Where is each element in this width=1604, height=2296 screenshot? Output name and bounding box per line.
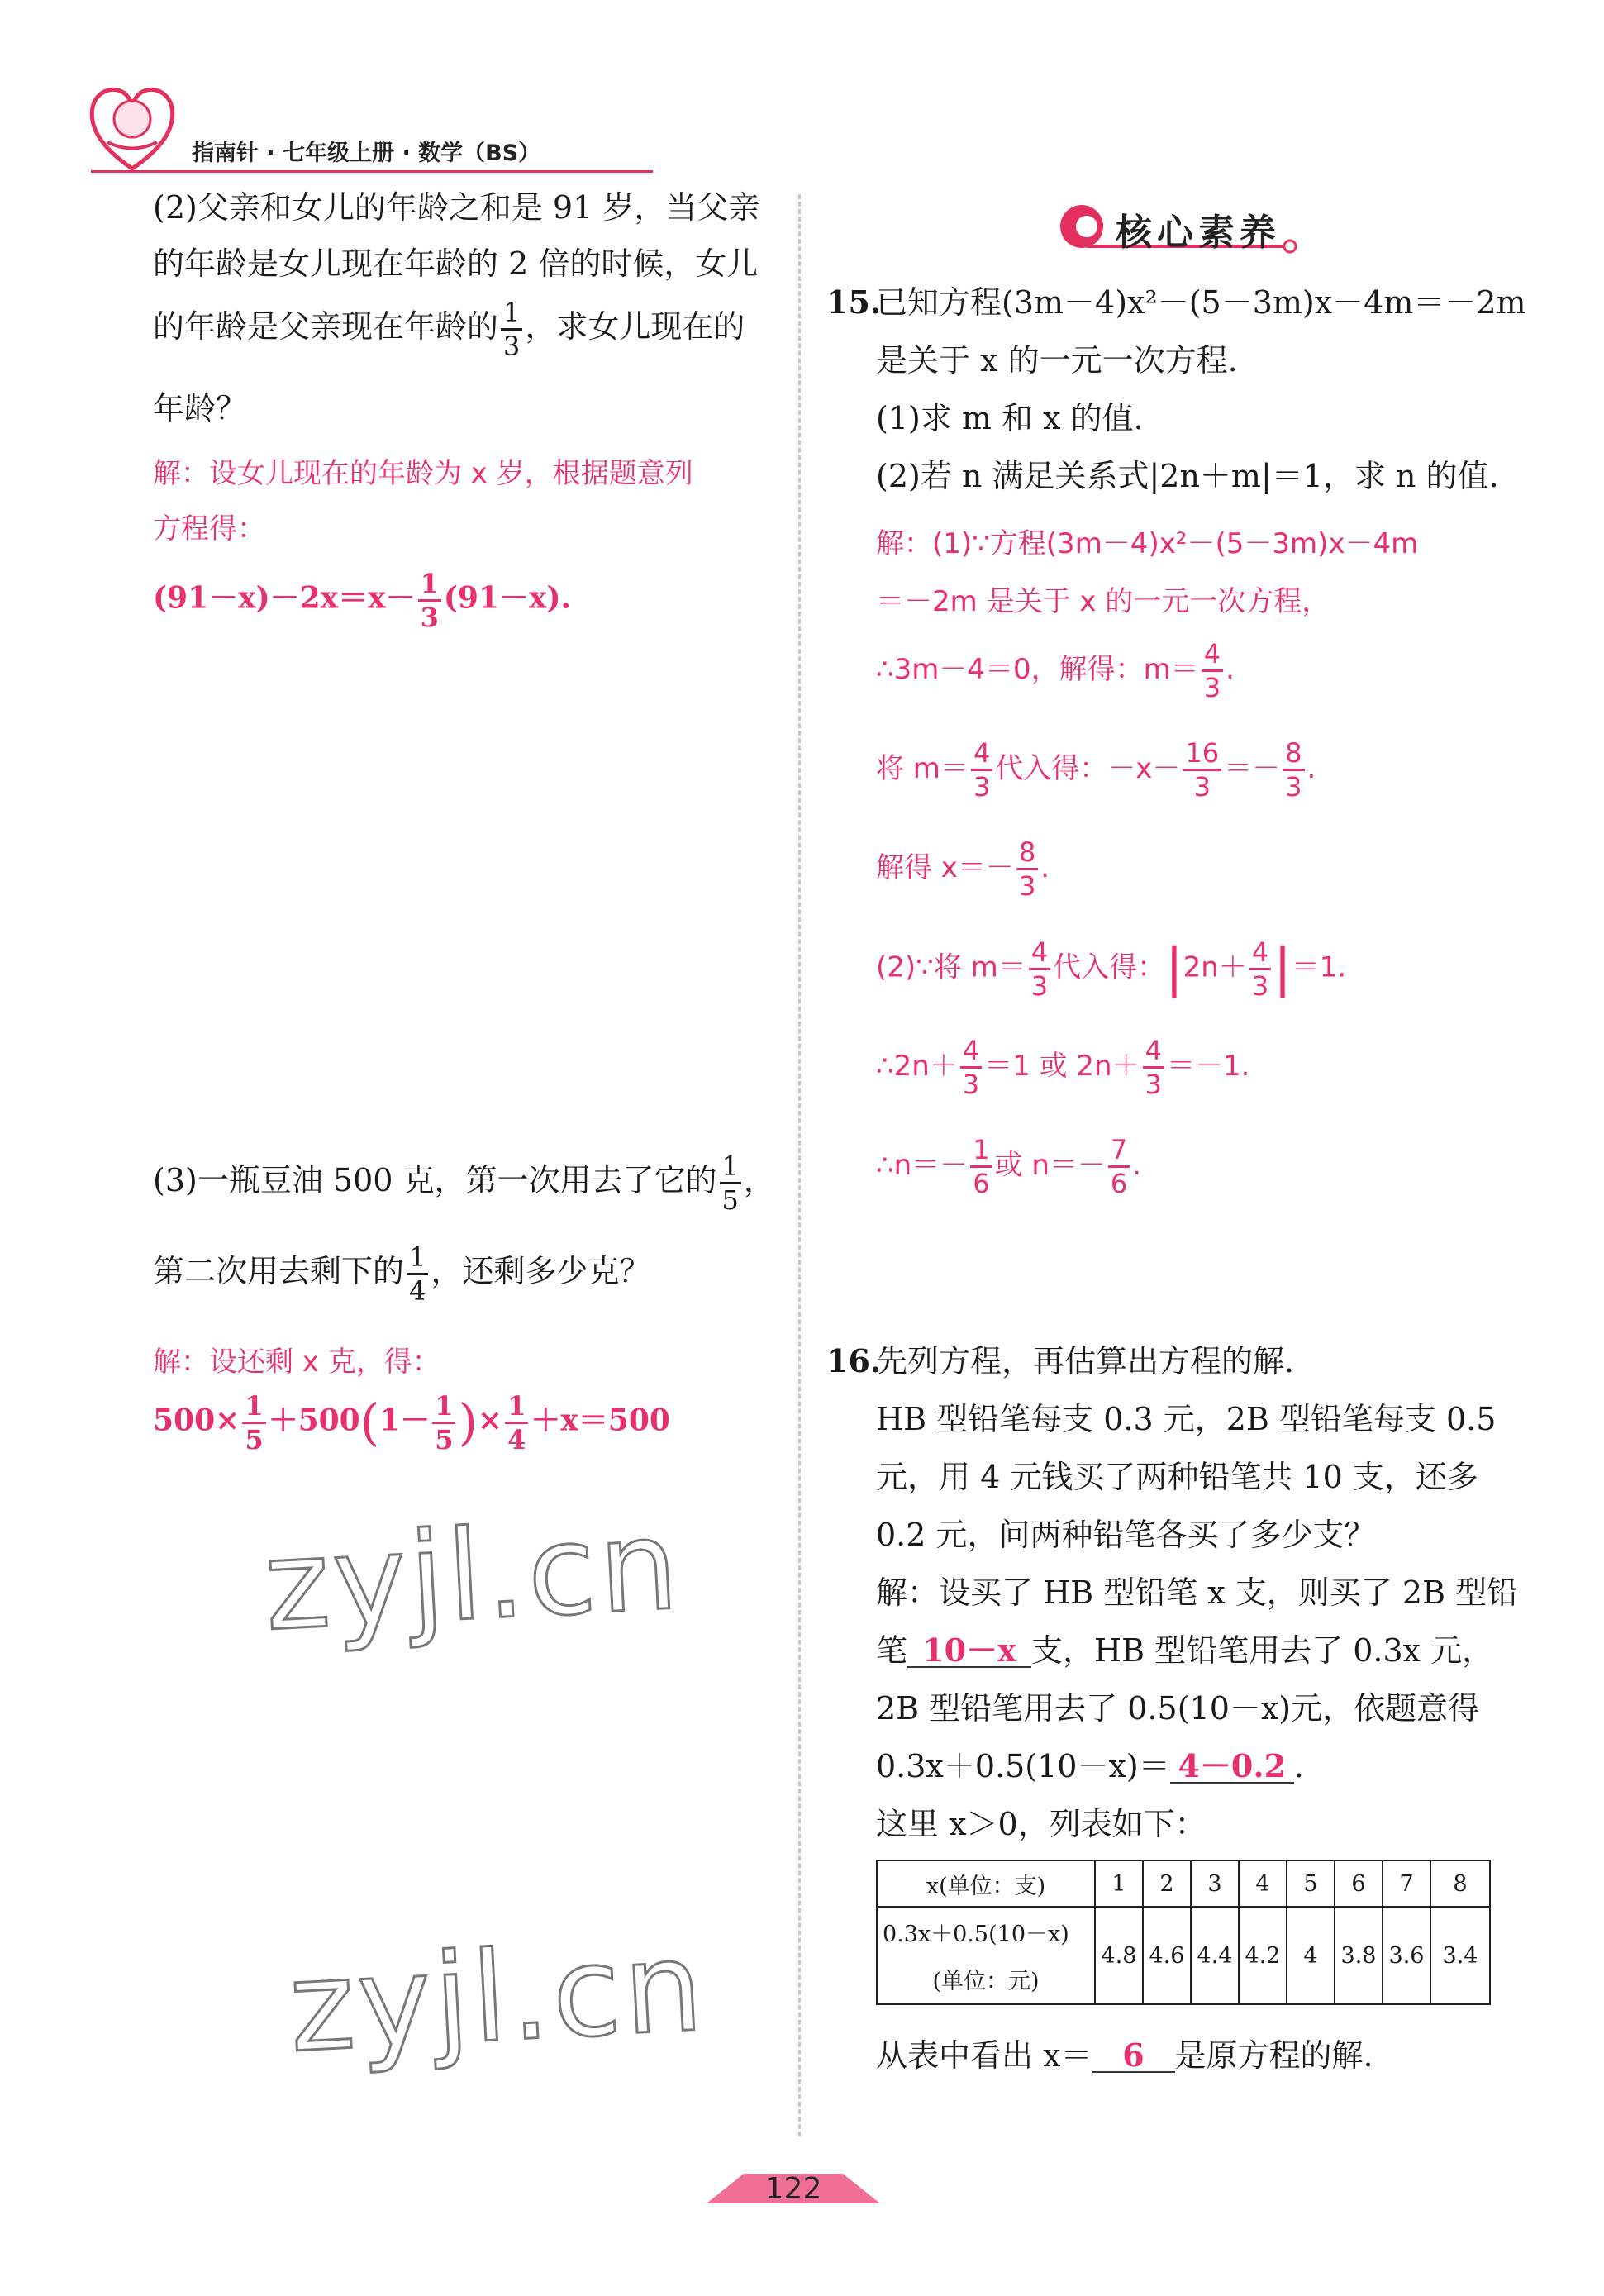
fraction xyxy=(407,1241,428,1307)
q16-line4: 0.2 元，问两种铅笔各买了多少支？ xyxy=(876,1517,1376,1553)
q16-line8-pre: 0.3x＋0.5(10－x)＝ xyxy=(876,1748,1170,1784)
q3-line2-post: ，还剩多少克？ xyxy=(431,1253,651,1289)
q2-line3-pre: 的年龄是父亲现在年龄的 xyxy=(153,308,499,345)
section-title: 核心素养 xyxy=(1116,212,1281,254)
frac-num: 1 xyxy=(407,1244,428,1275)
q3-line1-pre: (3)一瓶豆油 500 克，第一次用去了它的 xyxy=(153,1162,717,1198)
table-row xyxy=(877,1860,1490,1907)
q3-line1-post: ， xyxy=(743,1162,775,1198)
q3-line2 xyxy=(153,1241,651,1307)
sol-part: ＝1. xyxy=(1291,950,1347,984)
answer-blank: 6 xyxy=(1092,2040,1175,2073)
q16-line9: 这里 x＞0，列表如下： xyxy=(876,1806,1207,1842)
frac-den: 6 xyxy=(1110,1168,1128,1199)
frac-den: 3 xyxy=(503,331,521,362)
fraction xyxy=(242,1390,265,1455)
q16-line5: 解：设买了 HB 型铅笔 x 支，则买了 2B 型铅 xyxy=(876,1574,1519,1611)
q15-solution-line5 xyxy=(876,836,1050,902)
q2-equation xyxy=(153,570,571,631)
logo xyxy=(83,76,182,175)
q15-part2: (2)若 n 满足关系式|2n＋m|＝1，求 n 的值. xyxy=(876,458,1499,494)
sol-part: 将 m＝ xyxy=(876,752,969,785)
row-header-line: (单位：元) xyxy=(932,1969,1040,1994)
page-number: 122 xyxy=(764,2172,822,2206)
frac-num: 1 xyxy=(970,1136,992,1168)
column-divider xyxy=(798,194,801,2136)
eq-part: 500× xyxy=(153,1403,240,1438)
q16-line6 xyxy=(876,1631,1494,1669)
q2-solution-line2: 方程得： xyxy=(153,512,265,545)
fraction xyxy=(418,570,441,631)
q15-solution-line6 xyxy=(876,936,1347,1002)
table-row-header xyxy=(877,1907,1095,2004)
fraction xyxy=(505,1390,528,1455)
sol-part: 代入得：－x－ xyxy=(995,752,1181,785)
q15-line1: 已知方程(3m－4)x²－(5－3m)x－4m＝－2m xyxy=(876,284,1526,321)
sol-part: 或 n＝－ xyxy=(994,1149,1106,1182)
frac-num: 4 xyxy=(960,1037,982,1069)
table-cell: 4.8 xyxy=(1095,1907,1143,2004)
frac-den: 3 xyxy=(1285,771,1302,803)
table-cell: 1 xyxy=(1095,1860,1143,1907)
q2-line4: 年龄？ xyxy=(153,390,248,426)
frac-num: 4 xyxy=(1202,641,1223,672)
frac-num: 16 xyxy=(1183,740,1221,771)
frac-den: 5 xyxy=(245,1424,264,1455)
frac-num: 1 xyxy=(505,1393,528,1424)
eq-part: 1－ xyxy=(379,1403,431,1438)
q2-line1: (2)父亲和女儿的年龄之和是 91 岁，当父亲 xyxy=(153,189,760,226)
period: . xyxy=(1040,851,1050,884)
q15-solution-line1: 解：(1)∵方程(3m－4)x²－(5－3m)x－4m xyxy=(876,527,1419,560)
table-cell: 4 xyxy=(1239,1860,1287,1907)
eq-part: × xyxy=(477,1403,503,1438)
frac-num: 8 xyxy=(1016,839,1038,870)
fraction xyxy=(1016,836,1038,902)
table-cell: 3.6 xyxy=(1383,1907,1430,2004)
fraction xyxy=(1202,638,1223,703)
q15-solution-line8 xyxy=(876,1136,1141,1197)
eq-part: (91－x). xyxy=(443,580,572,616)
table-cell: 4.2 xyxy=(1239,1907,1287,2004)
period: . xyxy=(1226,653,1235,686)
frac-den: 3 xyxy=(973,771,991,803)
fraction xyxy=(1183,737,1221,803)
eq-part: ＋500 xyxy=(268,1403,360,1438)
paren-open: ( xyxy=(359,1393,380,1452)
q16-conclusion xyxy=(876,2036,1373,2074)
eq-part: ＋x＝500 xyxy=(531,1403,670,1438)
frac-num: 4 xyxy=(1249,939,1271,970)
frac-den: 5 xyxy=(435,1424,454,1455)
table-cell: 3.8 xyxy=(1335,1907,1383,2004)
q16-line8-post: . xyxy=(1293,1748,1304,1784)
frac-den: 3 xyxy=(1018,870,1036,902)
fraction xyxy=(970,1136,992,1197)
abs-bar: | xyxy=(1165,938,1183,999)
eq-part: (91－x)－2x＝x－ xyxy=(153,580,416,616)
fraction xyxy=(1143,1037,1164,1098)
table-row-header: x(单位：支) xyxy=(877,1860,1095,1907)
header-rule xyxy=(91,170,653,173)
table-cell: 4.4 xyxy=(1191,1907,1239,2004)
fraction xyxy=(1249,936,1271,1002)
sol-part: ∴2n＋ xyxy=(876,1050,958,1083)
frac-den: 3 xyxy=(1203,672,1221,703)
sol-part: ＝－1. xyxy=(1166,1050,1250,1083)
q16-conclusion-post: 是原方程的解. xyxy=(1174,2037,1373,2074)
table-cell: 4 xyxy=(1287,1907,1335,2004)
sol-part: ∴n＝－ xyxy=(876,1149,969,1182)
q3-line2-pre: 第二次用去剩下的 xyxy=(153,1253,405,1289)
sol-part: 代入得： xyxy=(1053,950,1166,984)
sol-part: ∴3m－4＝0，解得：m＝ xyxy=(876,653,1199,686)
frac-num: 7 xyxy=(1108,1136,1130,1168)
q16-conclusion-pre: 从表中看出 x＝ xyxy=(876,2037,1092,2074)
paren-close: ) xyxy=(458,1393,478,1452)
q16-line6-pre: 笔 xyxy=(876,1632,908,1669)
header-breadcrumb: 指南针 · 七年级上册 · 数学（BS） xyxy=(192,141,541,166)
q3-solution-line1: 解：设还剩 x 克，得： xyxy=(153,1346,440,1379)
q2-solution-line1: 解：设女儿现在的年龄为 x 岁，根据题意列 xyxy=(153,457,693,490)
q15-solution-line7 xyxy=(876,1037,1249,1098)
q16-line1: 先列方程，再估算出方程的解. xyxy=(876,1343,1295,1379)
frac-num: 8 xyxy=(1283,740,1304,771)
q15-number: 15. xyxy=(826,283,882,321)
q2-line3 xyxy=(153,299,745,360)
frac-num: 1 xyxy=(501,299,522,331)
frac-num: 4 xyxy=(1143,1037,1164,1069)
table-cell: 5 xyxy=(1287,1860,1335,1907)
q3-line1 xyxy=(153,1150,775,1216)
table-cell: 2 xyxy=(1143,1860,1191,1907)
table-cell: 3 xyxy=(1191,1860,1239,1907)
frac-den: 4 xyxy=(507,1424,526,1455)
period: . xyxy=(1132,1149,1142,1182)
q15-solution-line3 xyxy=(876,638,1235,703)
q2-line3-post: ，求女儿现在的 xyxy=(525,308,745,345)
sol-part: 解得 x＝－ xyxy=(876,851,1014,884)
frac-num: 1 xyxy=(432,1393,455,1424)
sol-part: 2n＋ xyxy=(1183,950,1247,984)
frac-den: 3 xyxy=(420,602,439,633)
q16-line8 xyxy=(876,1747,1304,1784)
fraction xyxy=(1283,737,1304,803)
frac-num: 1 xyxy=(720,1153,741,1184)
frac-den: 3 xyxy=(1251,969,1269,1002)
q2-line2: 的年龄是女儿现在年龄的 2 倍的时候，女儿 xyxy=(153,245,759,282)
frac-num: 1 xyxy=(418,570,441,602)
abs-bar: | xyxy=(1273,938,1292,999)
frac-num: 4 xyxy=(1029,939,1050,970)
fraction xyxy=(501,299,522,360)
fraction xyxy=(960,1037,982,1098)
q15-solution-line4 xyxy=(876,737,1316,803)
table-row xyxy=(877,1907,1490,2004)
sol-part: ＝1 或 2n＋ xyxy=(984,1050,1140,1083)
q16-number: 16. xyxy=(826,1342,882,1379)
frac-num: 1 xyxy=(242,1393,265,1424)
watermark: zyjl.cn xyxy=(285,1914,710,2081)
q15-part1: (1)求 m 和 x 的值. xyxy=(876,400,1144,436)
fraction xyxy=(971,737,992,803)
estimate-table xyxy=(876,1860,1491,2005)
fraction xyxy=(1108,1136,1130,1197)
row-header-line: 0.3x＋0.5(10－x) xyxy=(883,1922,1069,1947)
q15-line2: 是关于 x 的一元一次方程. xyxy=(876,342,1238,379)
frac-den: 4 xyxy=(409,1275,426,1307)
q15-solution-line2: ＝－2m 是关于 x 的一元一次方程， xyxy=(876,585,1330,618)
watermark: zyjl.cn xyxy=(260,1493,685,1660)
frac-den: 3 xyxy=(962,1069,980,1100)
q16-line6-post: 支，HB 型铅笔用去了 0.3x 元， xyxy=(1031,1632,1494,1669)
q16-line3: 元，用 4 元钱买了两种铅笔共 10 支，还多 xyxy=(876,1459,1478,1495)
fraction xyxy=(1029,936,1050,1002)
table-cell: 6 xyxy=(1335,1860,1383,1907)
frac-den: 6 xyxy=(973,1168,990,1199)
frac-den: 3 xyxy=(1145,1069,1162,1100)
answer-blank: 4－0.2 xyxy=(1170,1751,1294,1784)
sol-part: (2)∵将 m＝ xyxy=(876,950,1026,984)
fraction xyxy=(432,1390,455,1455)
frac-den: 5 xyxy=(721,1184,739,1216)
q16-line2: HB 型铅笔每支 0.3 元，2B 型铅笔每支 0.5 xyxy=(876,1401,1497,1437)
period: . xyxy=(1307,752,1316,785)
frac-den: 3 xyxy=(1193,771,1211,803)
answer-blank: 10－x xyxy=(907,1635,1031,1668)
q16-line7: 2B 型铅笔用去了 0.5(10－x)元，依题意得 xyxy=(876,1690,1480,1727)
table-cell: 8 xyxy=(1430,1860,1490,1907)
fraction xyxy=(720,1150,741,1216)
table-cell: 4.6 xyxy=(1143,1907,1191,2004)
q3-equation xyxy=(153,1390,670,1455)
sol-part: ＝－ xyxy=(1224,752,1281,785)
frac-den: 3 xyxy=(1030,969,1049,1002)
table-cell: 7 xyxy=(1383,1860,1430,1907)
frac-num: 4 xyxy=(971,740,992,771)
table-cell: 3.4 xyxy=(1430,1907,1490,2004)
